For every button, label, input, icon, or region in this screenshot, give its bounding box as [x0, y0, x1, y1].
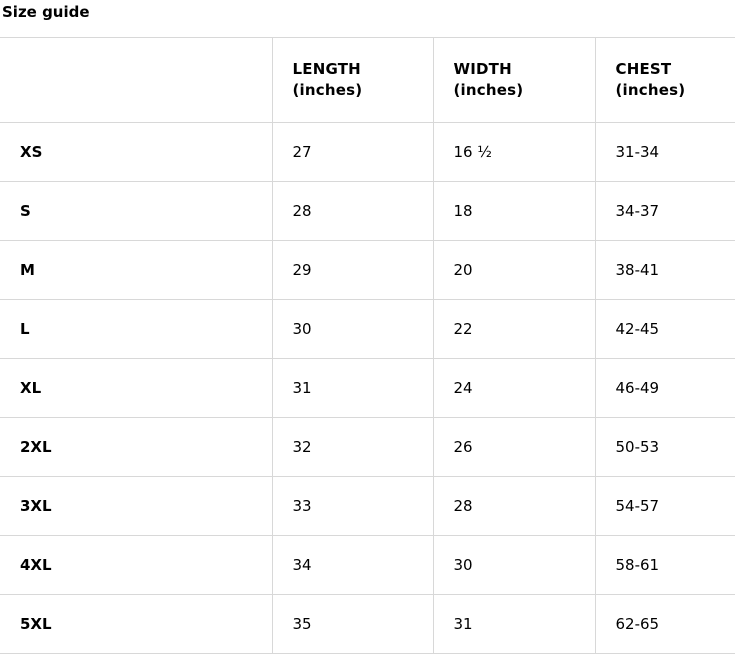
- cell-width: 30: [433, 536, 595, 595]
- size-guide-page: [0, 3, 736, 654]
- cell-width: 24: [433, 359, 595, 418]
- cell-chest: 34-37: [595, 182, 735, 241]
- row-header-size: 2XL: [0, 418, 272, 477]
- row-header-size: 3XL: [0, 477, 272, 536]
- table-row: [0, 241, 735, 300]
- row-header-size: 4XL: [0, 536, 272, 595]
- row-header-size: M: [0, 241, 272, 300]
- column-header-chest: [595, 38, 735, 123]
- column-header-chest-line2: (inches): [615, 81, 686, 99]
- cell-chest: 50-53: [595, 418, 735, 477]
- cell-chest: 31-34: [595, 123, 735, 182]
- column-header-length: [272, 38, 433, 123]
- cell-chest: 62-65: [595, 595, 735, 654]
- column-header-width-line2: (inches): [453, 81, 524, 99]
- column-header-size: [0, 38, 272, 123]
- table-body: [0, 123, 735, 654]
- table-header-row: [0, 38, 735, 123]
- column-header-width-line1: WIDTH: [453, 60, 512, 78]
- row-header-size: XL: [0, 359, 272, 418]
- column-header-length-line1: LENGTH: [292, 60, 361, 78]
- size-guide-table-wrapper: [0, 37, 736, 654]
- cell-width: 22: [433, 300, 595, 359]
- cell-width: 31: [433, 595, 595, 654]
- table-header: [0, 38, 735, 123]
- cell-length: 35: [272, 595, 433, 654]
- table-row: [0, 595, 735, 654]
- table-row: [0, 300, 735, 359]
- cell-chest: 42-45: [595, 300, 735, 359]
- row-header-size: L: [0, 300, 272, 359]
- cell-length: 33: [272, 477, 433, 536]
- cell-length: 28: [272, 182, 433, 241]
- cell-chest: 46-49: [595, 359, 735, 418]
- table-row: [0, 536, 735, 595]
- cell-width: 16 ½: [433, 123, 595, 182]
- cell-length: 29: [272, 241, 433, 300]
- table-row: [0, 477, 735, 536]
- cell-width: 20: [433, 241, 595, 300]
- cell-width: 28: [433, 477, 595, 536]
- cell-length: 27: [272, 123, 433, 182]
- cell-chest: 58-61: [595, 536, 735, 595]
- table-row: [0, 182, 735, 241]
- cell-length: 30: [272, 300, 433, 359]
- table-row: [0, 123, 735, 182]
- cell-chest: 54-57: [595, 477, 735, 536]
- row-header-size: XS: [0, 123, 272, 182]
- row-header-size: 5XL: [0, 595, 272, 654]
- column-header-length-line2: (inches): [292, 81, 363, 99]
- cell-length: 31: [272, 359, 433, 418]
- cell-length: 34: [272, 536, 433, 595]
- size-guide-table: [0, 37, 735, 654]
- cell-width: 26: [433, 418, 595, 477]
- cell-chest: 38-41: [595, 241, 735, 300]
- page-title: Size guide: [2, 3, 90, 21]
- column-header-chest-line1: CHEST: [615, 60, 672, 78]
- column-header-width: [433, 38, 595, 123]
- row-header-size: S: [0, 182, 272, 241]
- table-row: [0, 359, 735, 418]
- cell-length: 32: [272, 418, 433, 477]
- table-row: [0, 418, 735, 477]
- cell-width: 18: [433, 182, 595, 241]
